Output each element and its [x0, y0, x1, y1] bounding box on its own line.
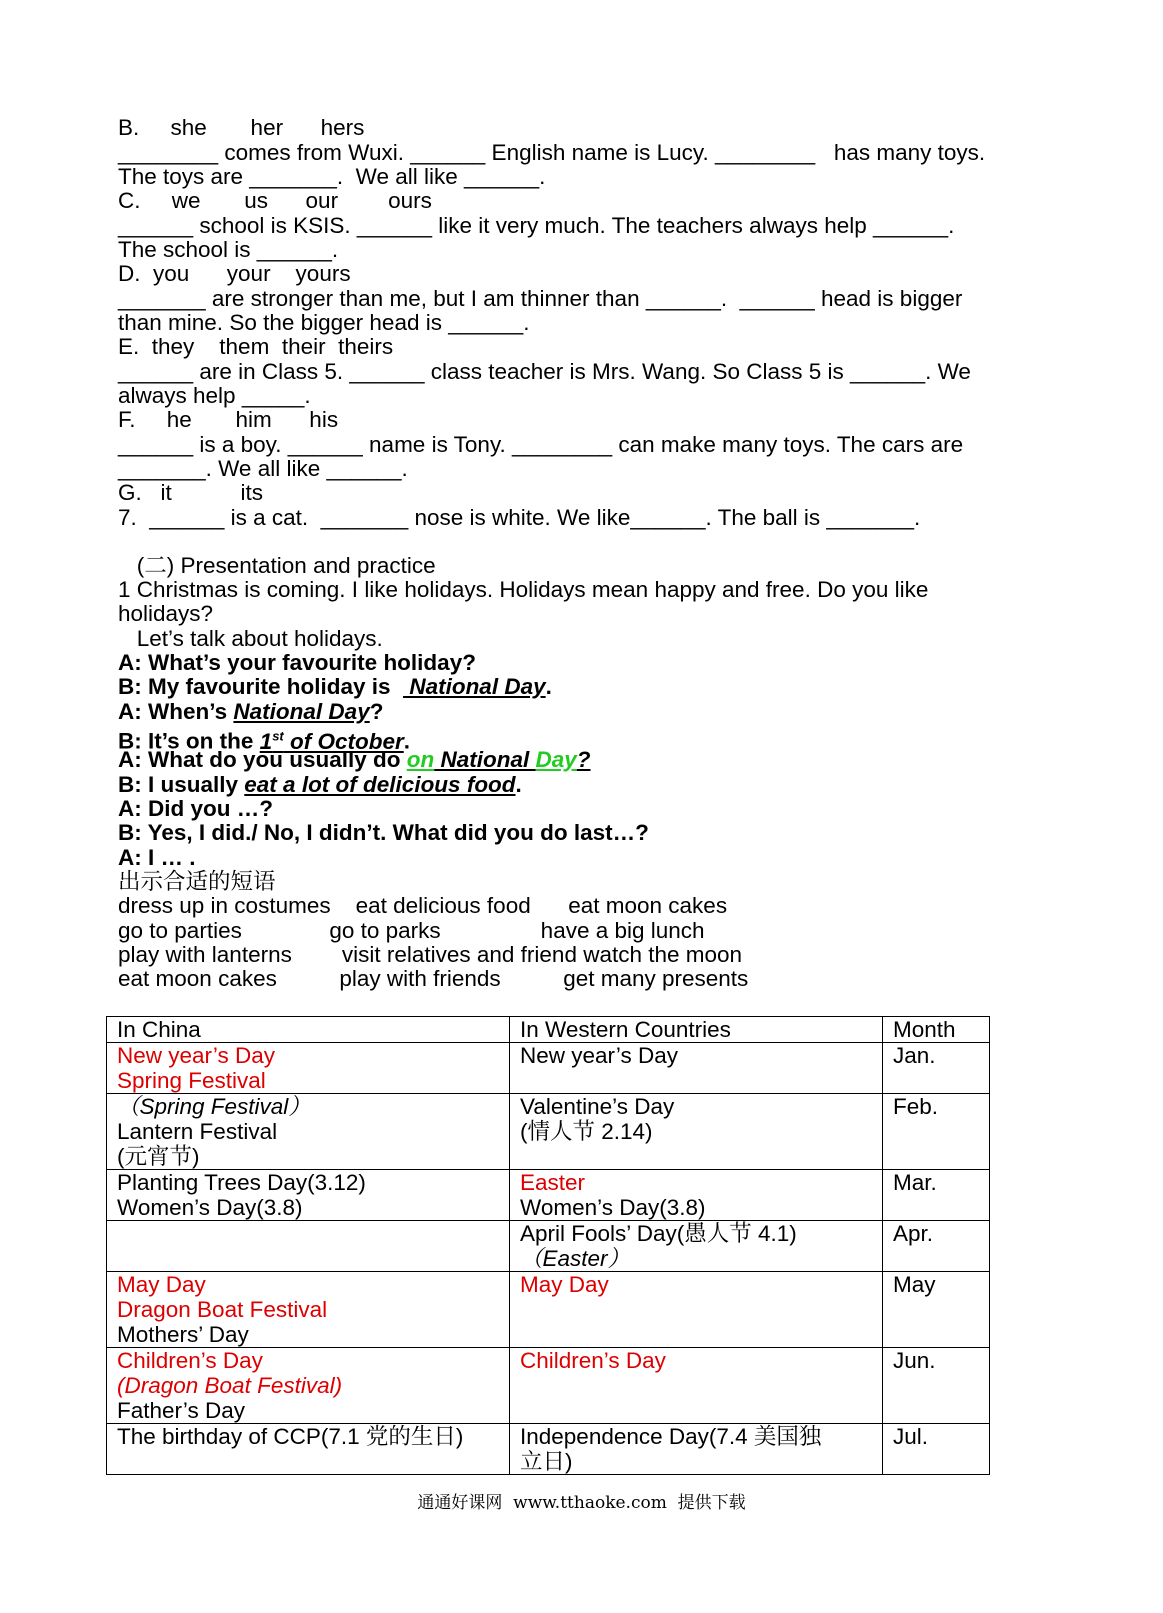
- holiday-name: (情人节 2.14): [520, 1119, 653, 1144]
- exercise-line: ______ school is KSIS. ______ like it very much. The teachers always help ______.: [118, 213, 955, 238]
- china-holiday-cell: [107, 1170, 510, 1221]
- dialogue-text: B: It’s on the: [118, 728, 260, 754]
- western-holiday-cell: [510, 1094, 883, 1170]
- month-cell: [883, 1424, 990, 1475]
- section-heading: (二) Presentation and practice: [118, 553, 436, 578]
- holiday-name: Valentine’s Day: [520, 1094, 675, 1119]
- holiday-name: May Day: [117, 1272, 206, 1297]
- dialogue-line: B: Yes, I did./ No, I didn’t. What did you do last…?: [118, 820, 649, 845]
- western-holiday-cell: [510, 1043, 883, 1094]
- date-month: of October: [283, 728, 404, 754]
- table-row: [107, 1170, 990, 1221]
- holiday-name: Lantern Festival: [117, 1119, 278, 1144]
- phrase-title: 出示合适的短语: [118, 869, 276, 894]
- month-cell: [883, 1221, 990, 1272]
- holiday-name: (Dragon Boat Festival): [117, 1373, 343, 1398]
- table-row: [107, 1221, 990, 1272]
- holiday-name: May Day: [520, 1272, 609, 1297]
- phrase-line: dress up in costumes eat delicious food eat moon cakes: [118, 893, 728, 918]
- holiday-name: April Fools’ Day(愚人节 4.1): [520, 1221, 797, 1246]
- holiday-name: Dragon Boat Festival: [117, 1297, 328, 1322]
- dialogue-line: A: I … .: [118, 845, 196, 870]
- dialogue-text: ?: [576, 747, 591, 772]
- holiday-name: Children’s Day: [520, 1348, 666, 1373]
- dialogue-line: A: What’s your favourite holiday?: [118, 650, 476, 675]
- holiday-name: Planting Trees Day(3.12): [117, 1170, 366, 1195]
- dialogue-text: A: What do you usually do: [118, 747, 407, 772]
- western-holiday-cell: [510, 1272, 883, 1348]
- intro-line: holidays?: [118, 601, 214, 626]
- header-cell: [883, 1017, 990, 1043]
- intro-line: 1 Christmas is coming. I like holidays. Holidays mean happy and free. Do you like: [118, 577, 929, 602]
- dialogue-answer: National Day: [233, 699, 370, 724]
- table-header-row: [107, 1017, 990, 1043]
- exercise-line: E. they them their theirs: [118, 334, 394, 359]
- table-row: [107, 1094, 990, 1170]
- holiday-table: [106, 1016, 990, 1475]
- exercise-line: The toys are _______. We all like ______.: [118, 164, 546, 189]
- holiday-name: Women’s Day(3.8): [117, 1195, 303, 1220]
- month-name: Jul.: [893, 1424, 929, 1449]
- date-suffix: st: [272, 728, 284, 743]
- dialogue-text: A: When’s: [118, 699, 234, 724]
- china-holiday-cell: [107, 1348, 510, 1424]
- holiday-name: Mothers’ Day: [117, 1322, 249, 1347]
- exercise-line: ______ is a boy. ______ name is Tony. ________ can make many toys. The cars are: [118, 432, 964, 457]
- table-row: [107, 1424, 990, 1475]
- western-holiday-cell: [510, 1221, 883, 1272]
- exercise-line: 7. ______ is a cat. _______ nose is white. We like______. The ball is _______.: [118, 505, 921, 530]
- dialogue-text: B: I usually: [118, 772, 245, 797]
- exercise-line: F. he him his: [118, 407, 339, 432]
- date-number: 1: [259, 728, 273, 754]
- holiday-name: Father’s Day: [117, 1398, 245, 1423]
- holiday-name: （Spring Festival）: [117, 1094, 311, 1119]
- exercise-line: The school is ______.: [118, 237, 339, 262]
- dialogue-text: .: [403, 728, 411, 754]
- month-name: Jan.: [893, 1043, 936, 1068]
- exercise-line: ________ comes from Wuxi. ______ English name is Lucy. ________ has many toys.: [118, 140, 986, 165]
- exercise-line: G. it its: [118, 480, 264, 505]
- phrase-line: eat moon cakes play with friends get many presents: [118, 966, 749, 991]
- month-cell: [883, 1043, 990, 1094]
- header-text: Month: [893, 1017, 956, 1042]
- exercise-line: C. we us our ours: [118, 188, 432, 213]
- month-cell: [883, 1348, 990, 1424]
- footer-text: 通通好课网 www.tthaoke.com 提供下载: [417, 1493, 746, 1513]
- china-holiday-cell: [107, 1094, 510, 1170]
- holiday-name: New year’s Day: [520, 1043, 678, 1068]
- dialogue-line: [118, 747, 591, 772]
- holiday-name: New year’s Day: [117, 1043, 275, 1068]
- dialogue-line: A: Did you …?: [118, 796, 273, 821]
- table-row: [107, 1272, 990, 1348]
- month-cell: [883, 1094, 990, 1170]
- holiday-name: Independence Day(7.4 美国独: [520, 1424, 822, 1449]
- china-holiday-cell: [107, 1043, 510, 1094]
- table-row: [107, 1348, 990, 1424]
- dialogue-text: .: [515, 772, 522, 797]
- dialogue-answer: National Day: [403, 674, 546, 699]
- exercise-line: than mine. So the bigger head is ______.: [118, 310, 530, 335]
- exercise-line: _______ are stronger than me, but I am thinner than ______. ______ head is bigger: [118, 286, 963, 311]
- holiday-name: （Easter）: [520, 1246, 631, 1271]
- china-holiday-cell: [107, 1221, 510, 1272]
- holiday-name: The birthday of CCP(7.1 党的生日): [117, 1424, 464, 1449]
- phrase-line: play with lanterns visit relatives and friend watch the moon: [118, 942, 743, 967]
- header-cell: [107, 1017, 510, 1043]
- dialogue-text: ?: [369, 699, 384, 724]
- china-holiday-cell: [107, 1272, 510, 1348]
- western-holiday-cell: [510, 1424, 883, 1475]
- month-name: Feb.: [893, 1094, 939, 1119]
- exercise-line: _______. We all like ______.: [118, 456, 408, 481]
- holiday-name: (元宵节): [117, 1144, 200, 1169]
- dialogue-answer: eat a lot of delicious food: [244, 772, 516, 797]
- dialogue-text: B: My favourite holiday is: [118, 674, 404, 699]
- header-text: In China: [117, 1017, 201, 1042]
- dialogue-text: .: [545, 674, 552, 699]
- holiday-name: Women’s Day(3.8): [520, 1195, 706, 1220]
- header-cell: [510, 1017, 883, 1043]
- table-row: [107, 1043, 990, 1094]
- dialogue-answer-green: on: [406, 747, 435, 772]
- exercise-line: ______ are in Class 5. ______ class teacher is Mrs. Wang. So Class 5 is ______. We: [118, 359, 971, 384]
- exercise-line: always help _____.: [118, 383, 311, 408]
- dialogue-line: [118, 674, 552, 699]
- month-name: May: [893, 1272, 936, 1297]
- month-name: Mar.: [893, 1170, 937, 1195]
- header-text: In Western Countries: [520, 1017, 731, 1042]
- dialogue-line: [118, 699, 383, 724]
- month-cell: [883, 1272, 990, 1348]
- exercise-line: B. she her hers: [118, 115, 365, 140]
- china-holiday-cell: [107, 1424, 510, 1475]
- phrase-line: go to parties go to parks have a big lunch: [118, 918, 705, 943]
- exercise-line: D. you your yours: [118, 261, 351, 286]
- month-name: Jun.: [893, 1348, 936, 1373]
- holiday-name: Children’s Day: [117, 1348, 263, 1373]
- holiday-name: Spring Festival: [117, 1068, 266, 1093]
- dialogue-line: [118, 772, 522, 797]
- dialogue-answer: National: [434, 747, 536, 772]
- holiday-name: 立日): [520, 1449, 573, 1474]
- western-holiday-cell: [510, 1348, 883, 1424]
- month-name: Apr.: [893, 1221, 934, 1246]
- month-cell: [883, 1170, 990, 1221]
- dialogue-answer-green: Day: [535, 747, 577, 772]
- western-holiday-cell: [510, 1170, 883, 1221]
- intro-line: Let’s talk about holidays.: [118, 626, 383, 651]
- holiday-name: Easter: [520, 1170, 586, 1195]
